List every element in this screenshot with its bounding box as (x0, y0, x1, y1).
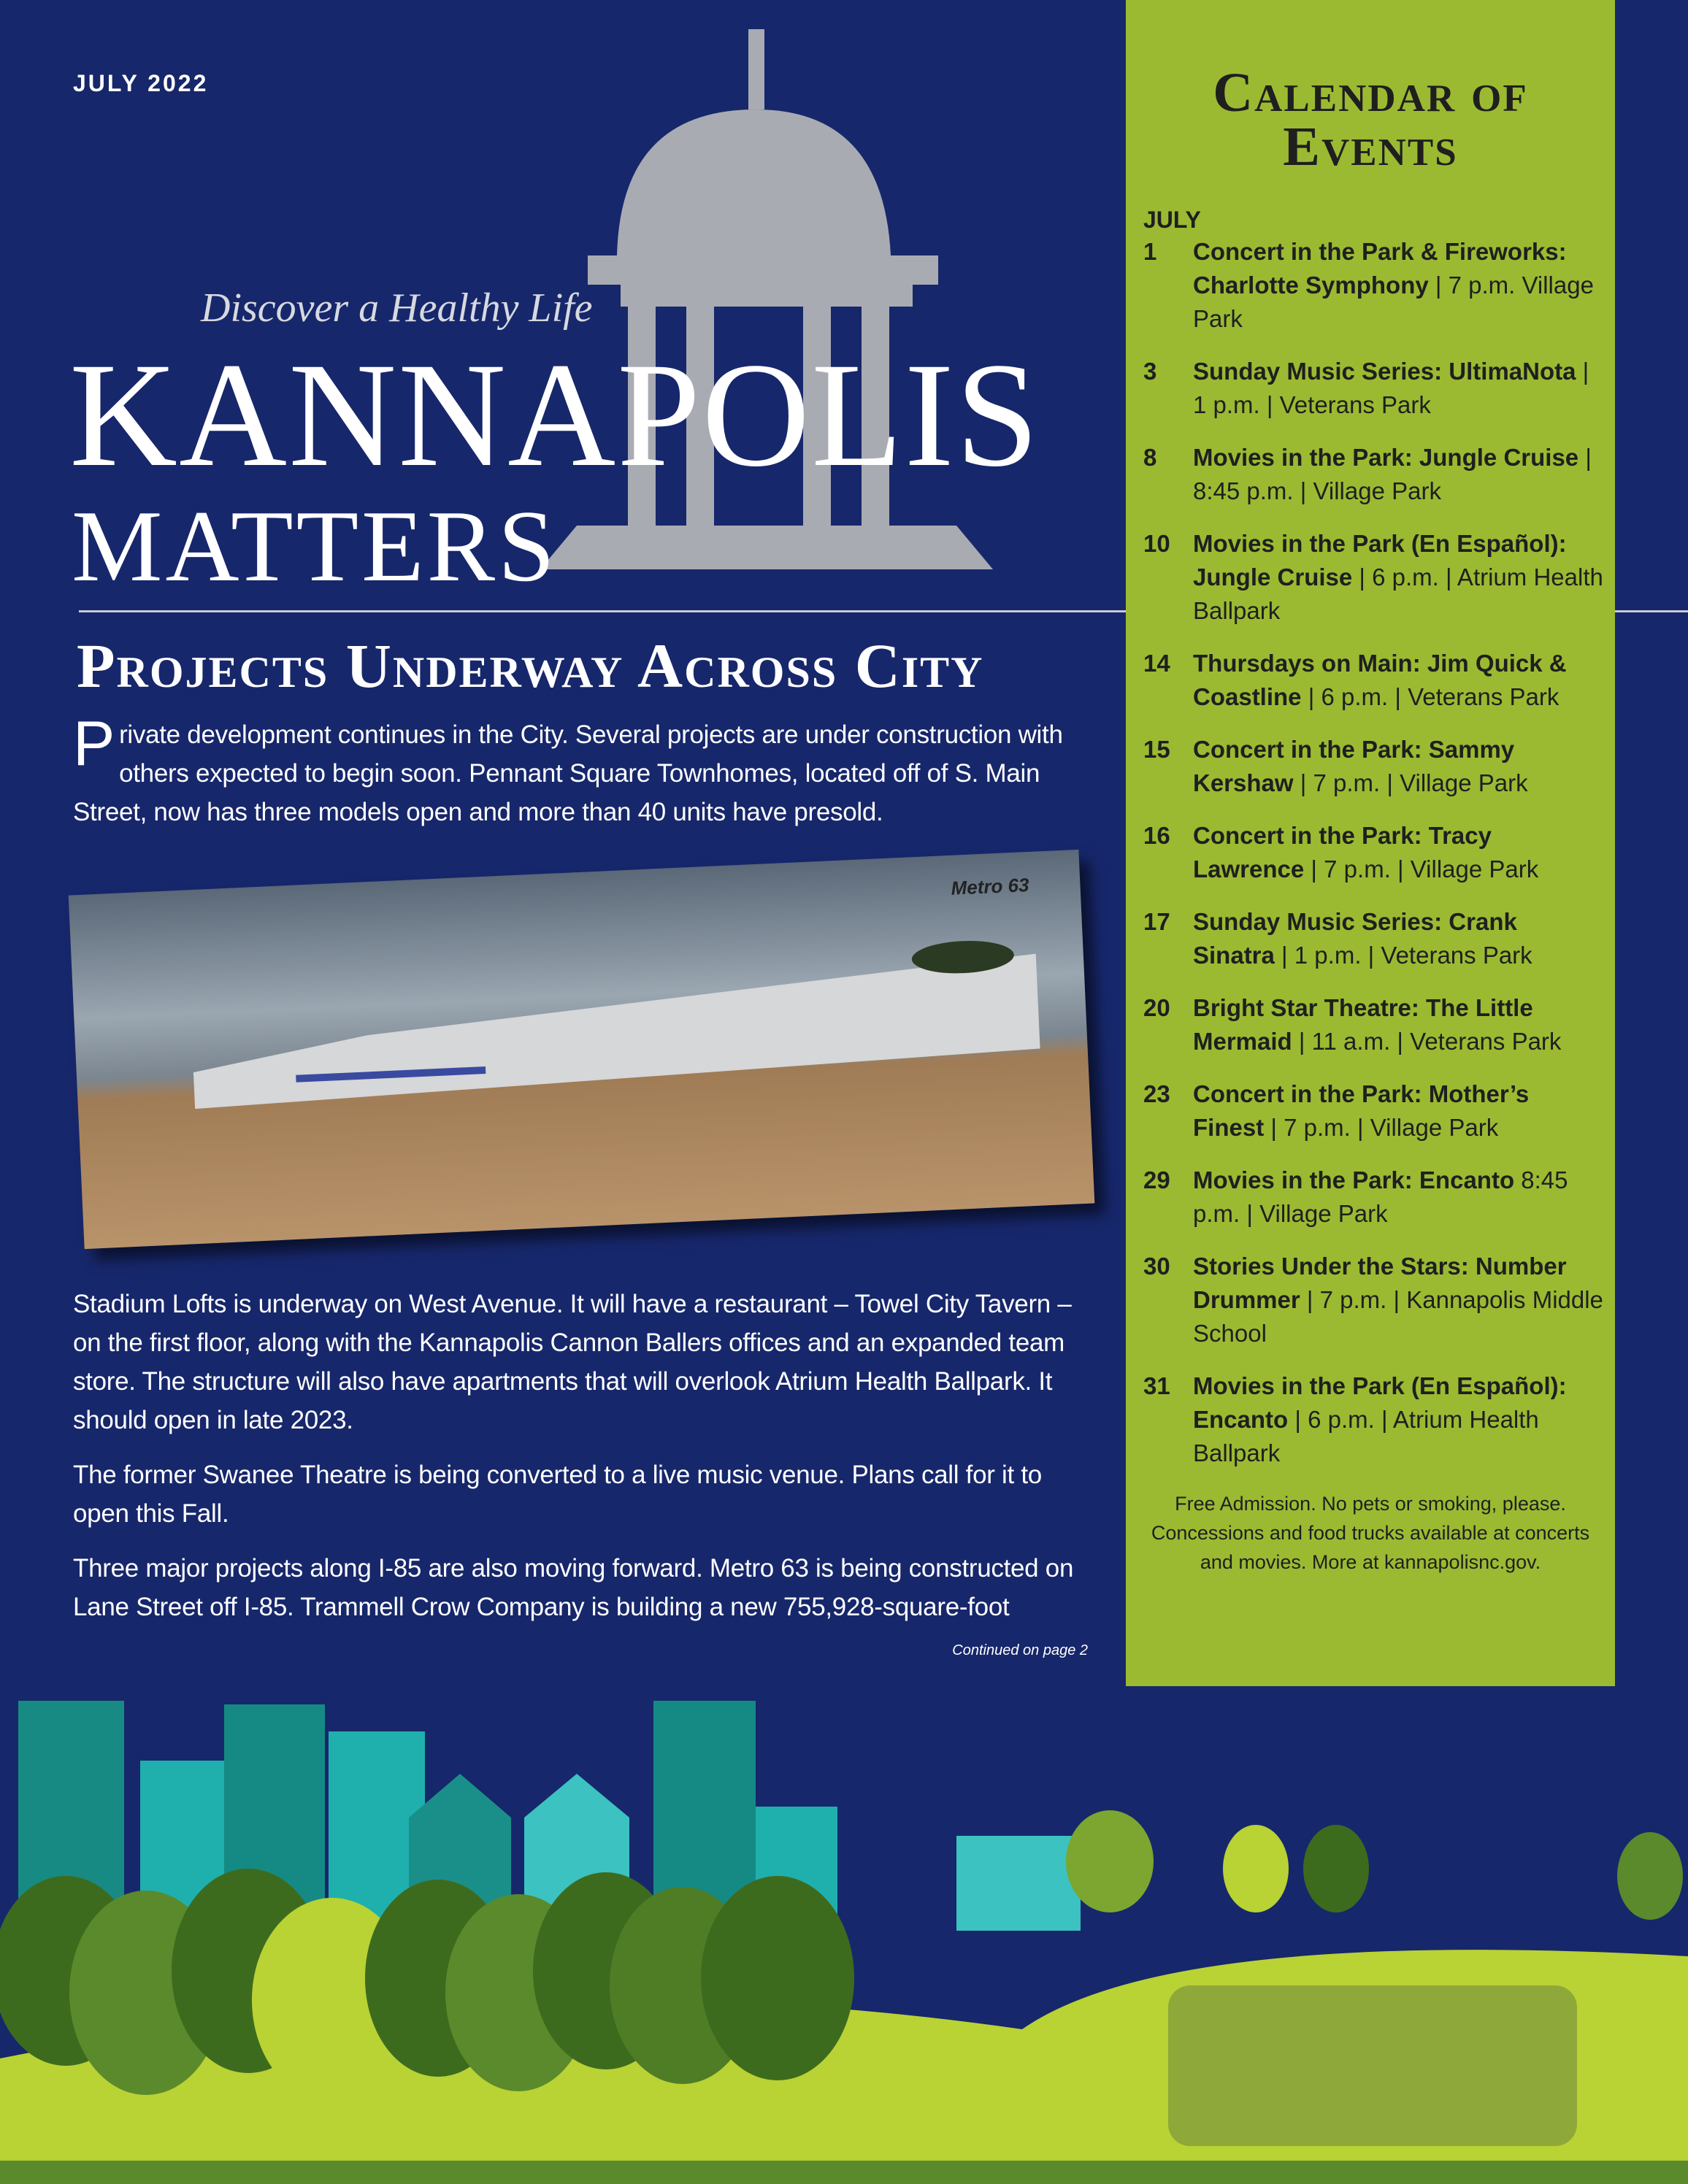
event-day: 20 (1143, 994, 1170, 1021)
event-text (1193, 355, 1603, 422)
event-text (1193, 1250, 1603, 1350)
event-details: | 6 p.m. | Atrium Health Ballpark (1193, 1406, 1539, 1466)
event-text (1193, 235, 1603, 336)
event-title: Sunday Music Series: Crank Sinatra (1193, 908, 1517, 969)
event-details: | 7 p.m. | Kannapolis Middle School (1193, 1286, 1603, 1347)
playground (1168, 1985, 1577, 2146)
calendar-event (1143, 235, 1603, 336)
calendar-event (1143, 527, 1603, 628)
event-day: 30 (1143, 1253, 1170, 1280)
calendar-event (1143, 991, 1603, 1058)
event-text (1193, 991, 1603, 1058)
event-details: | 6 p.m. | Veterans Park (1301, 683, 1560, 710)
event-title: Thursdays on Main: Jim Quick & Coastline (1193, 650, 1567, 710)
event-details: 8:45 p.m. | Village Park (1193, 1166, 1568, 1227)
event-title: Concert in the Park: Mother’s Finest (1193, 1080, 1530, 1141)
event-details: | 7 p.m. | Village Park (1264, 1114, 1499, 1141)
calendar-event (1143, 733, 1603, 800)
event-text (1193, 647, 1603, 714)
event-day: 14 (1143, 650, 1170, 677)
event-text (1193, 905, 1603, 972)
masthead-title: KANNAPOLIS (69, 332, 1040, 498)
article-headline: Projects Underway Across City (77, 631, 984, 701)
event-text (1193, 1369, 1603, 1470)
event-details: | 1 p.m. | Veterans Park (1193, 358, 1589, 418)
calendar-event (1143, 1250, 1603, 1350)
event-day: 3 (1143, 358, 1157, 385)
city-park-illustration (0, 1701, 1688, 2184)
event-day: 16 (1143, 822, 1170, 849)
body-paragraph: Three major projects along I-85 are also moving forward. Metro 63 is being constructed on Lane Street off I-85. Trammell Crow Company is building a new 755,928-square-foot (73, 1554, 1074, 1621)
calendar-event (1143, 355, 1603, 422)
photo-label: Metro 63 (950, 873, 1030, 899)
event-title: Sunday Music Series: UltimaNota (1193, 358, 1576, 385)
event-title: Movies in the Park (En Español): Encanto (1193, 1372, 1567, 1433)
calendar-event (1143, 1077, 1603, 1145)
calendar-event (1143, 1369, 1603, 1470)
warehouse-building-icon (69, 850, 1095, 1249)
event-day: 31 (1143, 1372, 1170, 1399)
intro-paragraph (73, 709, 1095, 831)
event-day: 17 (1143, 908, 1170, 935)
event-title: Movies in the Park: Jungle Cruise (1193, 444, 1579, 471)
event-title: Concert in the Park: Tracy Lawrence (1193, 822, 1492, 883)
event-day: 15 (1143, 736, 1170, 763)
event-list (1143, 235, 1603, 1470)
calendar-event (1143, 1164, 1603, 1231)
event-day: 10 (1143, 530, 1170, 557)
event-title: Movies in the Park (En Español): Jungle Cruise (1193, 530, 1567, 591)
construction-photo (69, 850, 1095, 1249)
continued-link[interactable]: Continued on page 2 (952, 1642, 1088, 1658)
calendar-event (1143, 441, 1603, 508)
calendar-of-events (1126, 0, 1615, 1686)
event-title: Movies in the Park: Encanto (1193, 1166, 1515, 1193)
calendar-event (1143, 905, 1603, 972)
event-text (1193, 1077, 1603, 1145)
event-details: | 11 a.m. | Veterans Park (1292, 1028, 1562, 1055)
calendar-event (1143, 819, 1603, 886)
event-day: 1 (1143, 238, 1157, 265)
calendar-month: JULY (1143, 207, 1201, 233)
event-details: | 1 p.m. | Veterans Park (1274, 942, 1532, 969)
event-details: | 7 p.m. | Village Park (1293, 769, 1528, 796)
event-text (1193, 441, 1603, 508)
body-paragraph: Stadium Lofts is underway on West Avenue. It will have a restaurant – Towel City Tavern – on the first floor, along with the Kannapolis Cannon Ballers offices and an expanded team store. The structure will also have apartments that will overlook Atrium Health Ballpark. It should open in late 2023. (73, 1290, 1072, 1434)
event-title: Concert in the Park & Fireworks: Charlotte Symphony (1193, 238, 1567, 299)
event-details: | 7 p.m. | Village Park (1304, 855, 1539, 883)
body-paragraph: The former Swanee Theatre is being converted to a live music venue. Plans call for it to open this Fall. (73, 1461, 1042, 1528)
event-day: 8 (1143, 444, 1157, 471)
event-text (1193, 733, 1603, 800)
dropcap: P (73, 709, 115, 779)
calendar-event (1143, 647, 1603, 714)
article-body (73, 1285, 1095, 1659)
event-text (1193, 819, 1603, 886)
event-text (1193, 1164, 1603, 1231)
event-title: Bright Star Theatre: The Little Mermaid (1193, 994, 1533, 1055)
masthead-subtitle: MATTERS (72, 490, 558, 603)
event-day: 23 (1143, 1080, 1170, 1107)
event-text (1193, 527, 1603, 628)
event-title: Stories Under the Stars: Number Drummer (1193, 1253, 1567, 1313)
issue-date: JULY 2022 (73, 70, 209, 96)
masthead-tagline: Discover a Healthy Life (201, 285, 593, 331)
event-title: Concert in the Park: Sammy Kershaw (1193, 736, 1515, 796)
event-day: 29 (1143, 1166, 1170, 1193)
calendar-note: Free Admission. No pets or smoking, please. Concessions and food trucks available at concerts and movies. More at kannapolisnc.gov. (1151, 1493, 1590, 1573)
intro-text: rivate development continues in the City. Several projects are under construction with others expected to begin soon. Pennant Square Townhomes, located off of S. Main Street, now has three models open and more than 40 units have presold. (73, 720, 1063, 826)
event-details: | 7 p.m. Village Park (1193, 272, 1594, 332)
event-details: | 8:45 p.m. | Village Park (1193, 444, 1592, 504)
event-details: | 6 p.m. | Atrium Health Ballpark (1193, 564, 1603, 624)
calendar-title: Calendar of Events (1213, 62, 1528, 177)
